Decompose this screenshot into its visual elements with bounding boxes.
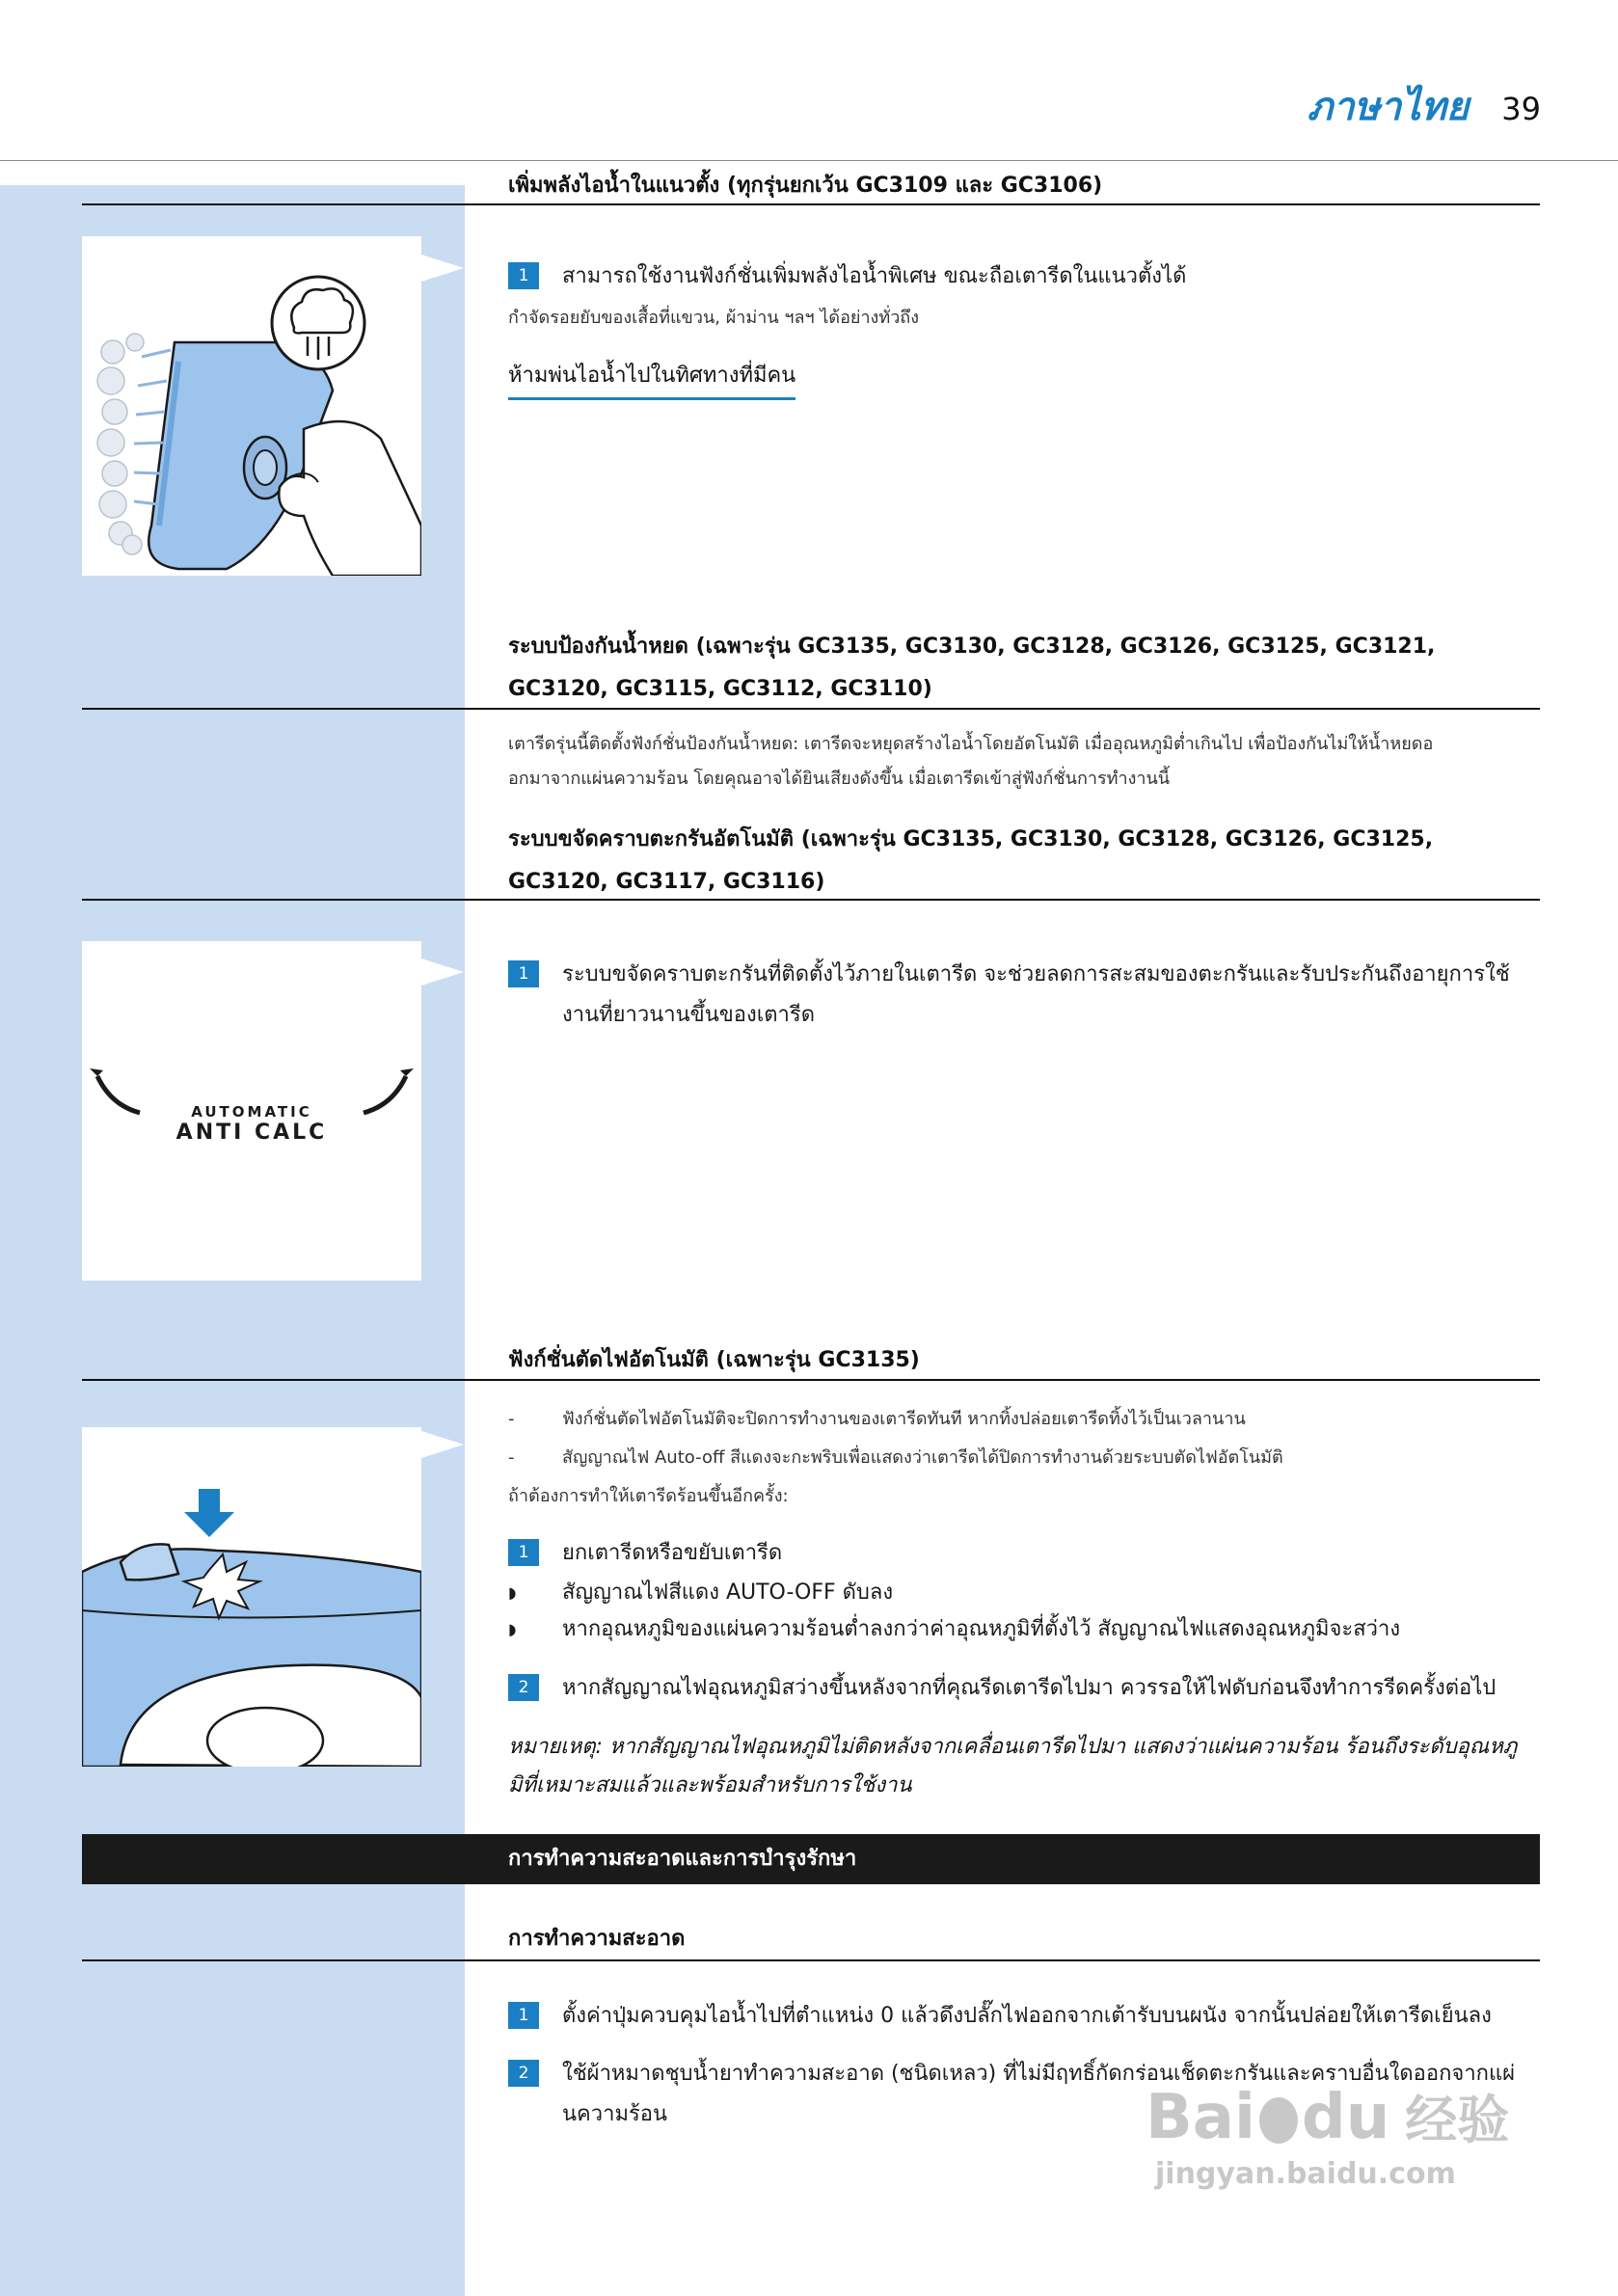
heading-line: ระบบขจัดคราบตะกรันอัตโนมัติ (เฉพาะรุ่น GC3135, GC3130, GC3128, GC3126, GC3125, [508, 827, 1434, 851]
step-text [562, 955, 1510, 1036]
section-heading-vertical-steam: เพิ่มพลังไอน้ำในแนวตั้ง (ทุกรุ่นยกเว้น GC3109 และ GC3106) [508, 174, 1103, 198]
bullet-mark: ◗ [508, 1583, 517, 1602]
watermark-logo [1146, 2083, 1509, 2155]
step-line: ระบบขจัดคราบตะกรันที่ติดตั้งไว้ภายในเตารีด จะช่วยลดการสะสมของตะกรันและรับประกันถึงอายุการใช้ [562, 962, 1510, 986]
step-text: ตั้งค่าปุ่มควบคุมไอน้ำไปที่ตำแหน่ง 0 แล้วดึงปลั๊กไฟออกจากเต้ารับบนผนัง จากนั้นปล่อยให้เตารีดเย็นลง [562, 2004, 1492, 2028]
step-number-badge: 1 [508, 1539, 539, 1566]
body-line: อกมาจากแผ่นความร้อน โดยคุณอาจได้ยินเสียงดังขึ้น เมื่อเตารีดเข้าสู่ฟังก์ชั่นการทำงานนี้ [508, 769, 1171, 789]
paw-icon [1259, 2097, 1298, 2144]
top-rule [0, 160, 1618, 161]
auto-off-illustration [82, 1427, 421, 1767]
figure-pointer [421, 1431, 464, 1458]
step-number-badge: 2 [508, 1674, 539, 1701]
figure-label: ANTI CALC [175, 1121, 328, 1145]
dash-mark: - [508, 1447, 515, 1468]
figure-vertical-steam [82, 236, 421, 576]
heading-line: GC3120, GC3115, GC3112, GC3110) [508, 677, 932, 701]
section-rule [82, 899, 1540, 901]
watermark-brand: Bai [1146, 2082, 1255, 2153]
watermark-brand-2: du [1301, 2082, 1390, 2153]
section-rule [82, 1379, 1540, 1381]
step-text: ยกเตารีดหรือขยับเตารีด [562, 1541, 783, 1565]
step-line: นความร้อน [562, 2102, 668, 2126]
arrow-down-icon [184, 1489, 234, 1537]
section-heading-cleaning: การทำความสะอาด [508, 1927, 686, 1951]
chapter-title: การทำความสะอาดและการบำรุงรักษา [508, 1847, 857, 1871]
page-number: 39 [1501, 91, 1541, 127]
section-rule [82, 708, 1540, 710]
bullet-item [508, 1576, 1540, 1610]
step-number-badge: 2 [508, 2060, 539, 2087]
step-line: งานที่ยาวนานขึ้นของเตารีด [562, 1003, 816, 1027]
bullet-text: สัญญาณไฟสีแดง AUTO-OFF ดับลง [562, 1580, 894, 1605]
section-heading-auto-off: ฟังก์ชั่นตัดไฟอัตโนมัติ (เฉพาะรุ่น GC3135) [508, 1348, 920, 1372]
step-line: ใช้ผ้าหมาดชุบน้ำยาทำความสะอาด (ชนิดเหลว) ที่ไม่มีฤทธิ์กัดกร่อนเช็ดตะกรันและคราบอื่นใดออกจากแผ่ [562, 2062, 1516, 2086]
note-line: หมายเหตุ: หากสัญญาณไฟอุณหภูมิไม่ติดหลังจากเคลื่อนเตารีดไปมา แสดงว่าแผ่นความร้อน ร้อนถึงระดับอุณหภู [508, 1735, 1518, 1759]
step-number-badge: 1 [508, 2002, 539, 2029]
section-heading-anti-calc [508, 822, 1540, 901]
anti-calc-illustration [82, 941, 421, 1281]
section-rule [82, 203, 1540, 205]
body-line: เตารีดรุ่นนี้ติดตั้งฟังก์ชั่นป้องกันน้ำหยด: เตารีดจะหยุดสร้างไอน้ำโดยอัตโนมัติ เมื่ออุณหภูมิต่ำเกินไป เพื่อป้องกันไม่ให้น้ำหยดอ [508, 734, 1434, 754]
dash-item [508, 1402, 1540, 1437]
page-header [1308, 75, 1541, 133]
figure-label: AUTOMATIC [191, 1103, 312, 1121]
figure-auto-off [82, 1427, 421, 1767]
step-2 [508, 1668, 1540, 1709]
dash-item [508, 1441, 1540, 1475]
warning-text: ห้ามพ่นไอน้ำไปในทิศทางที่มีคน [508, 357, 796, 400]
step-1 [508, 1533, 1540, 1574]
restart-text: ถ้าต้องการทำให้เตารีดร้อนขึ้นอีกครั้ง: [508, 1486, 789, 1506]
heading-line: GC3120, GC3117, GC3116) [508, 870, 825, 894]
dash-text: สัญญาณไฟ Auto-off สีแดงจะกะพริบเพื่อแสดงว่าเตารีดได้ปิดการทำงานด้วยระบบตัดไฟอัตโนมัติ [562, 1447, 1283, 1468]
baidu-watermark [1146, 2083, 1509, 2194]
figure-anti-calc [82, 941, 421, 1281]
chapter-bar [82, 1834, 1540, 1884]
dash-mark: - [508, 1409, 515, 1429]
step-text: หากสัญญาณไฟอุณหภูมิสว่างขึ้นหลังจากที่คุณรีดเตารีดไปมา ควรรอให้ไฟดับก่อนจึงทำการรีดครั้งต่อไป [562, 1676, 1497, 1700]
bullet-item [508, 1612, 1540, 1647]
section-rule [82, 1959, 1540, 1961]
watermark-cn: 经验 [1405, 2090, 1510, 2150]
dash-text: ฟังก์ชั่นตัดไฟอัตโนมัติจะปิดการทำงานของเตารีดทันที หากทิ้งปล่อยเตารีดทิ้งไว้เป็นเวลานาน [562, 1409, 1246, 1429]
heading-line: ระบบป้องกันน้ำหยด (เฉพาะรุ่น GC3135, GC3130, GC3128, GC3126, GC3125, GC3121, [508, 635, 1436, 659]
watermark-url: jingyan.baidu.com [1155, 2157, 1456, 2191]
bullet-text: หากอุณหภูมิของแผ่นความร้อนต่ำลงกว่าค่าอุณหภูมิที่ตั้งไว้ สัญญาณไฟแสดงอุณหภูมิจะสว่าง [562, 1617, 1401, 1641]
step-1 [508, 1996, 1540, 2037]
step-text: สามารถใช้งานฟังก์ชั่นเพิ่มพลังไอน้ำพิเศษ ขณะถือเตารีดในแนวตั้งได้ [562, 264, 1187, 288]
step-1 [508, 955, 1540, 1036]
anti-drip-body [508, 727, 1540, 797]
bullet-mark: ◗ [508, 1620, 517, 1638]
step-subtext: กำจัดรอยยับของเสื้อที่แขวน, ผ้าม่าน ฯลฯ ได้อย่างทั่วถึง [508, 308, 919, 328]
language-title: ภาษาไทย [1307, 84, 1470, 129]
figure-pointer [421, 255, 464, 282]
figure-pointer [421, 959, 464, 986]
note-line: มิที่เหมาะสมแล้วและพร้อมสำหรับการใช้งาน [508, 1773, 912, 1797]
vertical-steam-illustration [82, 236, 421, 576]
step-1 [508, 257, 1540, 297]
section-heading-anti-drip [508, 629, 1540, 708]
note-text [508, 1728, 1540, 1805]
step-number-badge: 1 [508, 262, 539, 289]
step-number-badge: 1 [508, 960, 539, 987]
